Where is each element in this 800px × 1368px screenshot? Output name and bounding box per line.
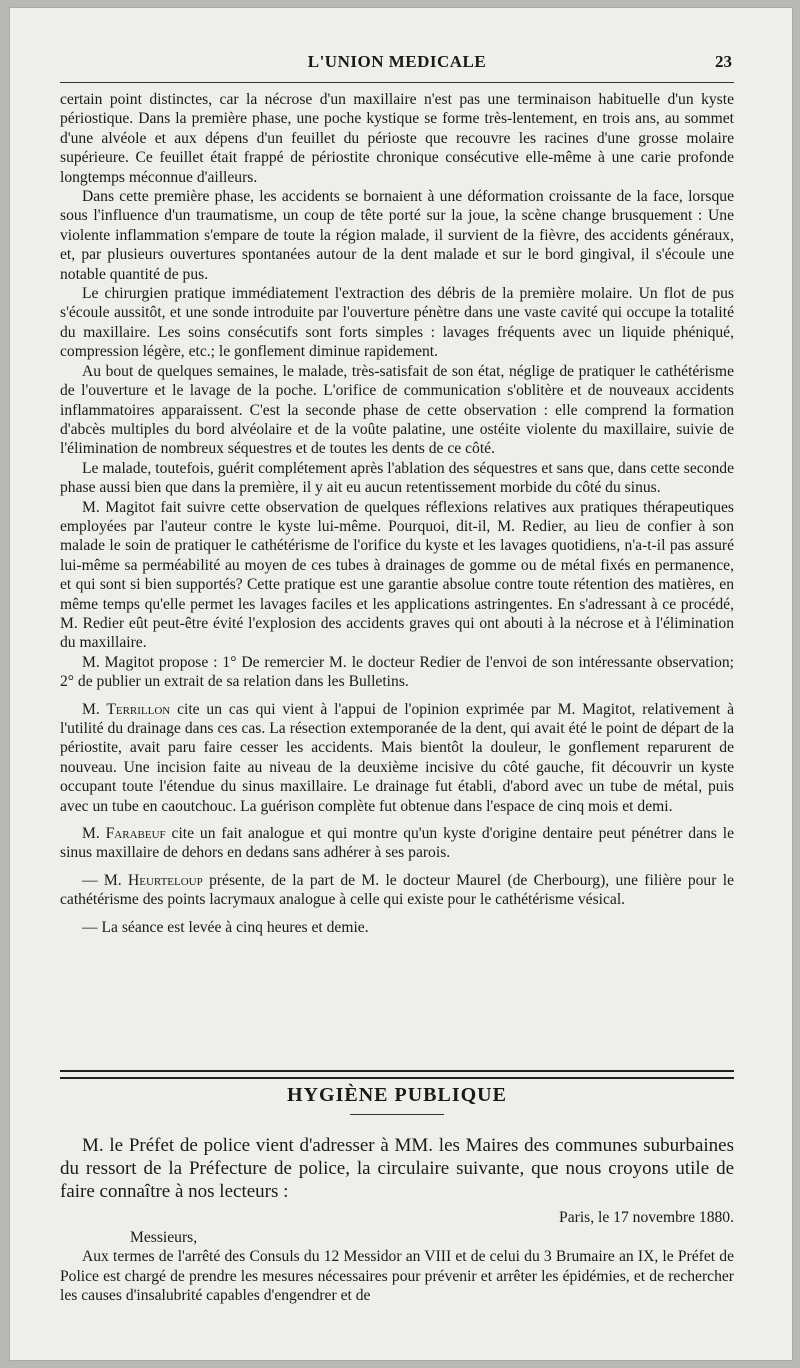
closing-line: — La séance est levée à cinq heures et demie. (82, 918, 369, 936)
speaker-name: M. Terrillon (82, 700, 171, 718)
speaker-text: cite un fait analogue et qui montre qu'un kyste d'origine dentaire peut pénétrer dans le sinus maxillaire de dehors en dedans sans adhérer à ses parois. (60, 825, 734, 862)
speaker-name: M. Farabeuf (82, 825, 166, 843)
paragraph: Au bout de quelques semaines, le malade, très-satisfait de son état, néglige de pratiquer le cathétérisme de l'ouverture et le lavage de la poche. L'orifice de communication s'oblitère et de nouveaux accidents inflammatoires apparaissent. C'est la seconde phase de cette observation : elle comprend la formation d'abcès multiples du bord alvéolaire et de la voûte palatine, une ostéite violente du maxillaire, suivie de l'élimination de nombreux séquestres et de toutes les dents de ce côté. (60, 362, 734, 458)
paragraph-heurteloup (60, 871, 734, 910)
paragraph: certain point distinctes, car la nécrose d'un maxillaire n'est pas une terminaison habituelle d'un kyste périostique. Dans la première phase, une poche kystique se forme très-lentement, en trois ans, au sommet d'une alvéole et aux dépens d'un feuillet du périoste que recouvre les racines d'une grosse molaire supérieure. Ce feuillet était frappé de périostite chronique consécutive elle-même à une carie profonde longtemps méconnue d'ailleurs. (60, 91, 734, 186)
speaker-text: cite un cas qui vient à l'appui de l'opinion exprimée par M. Magitot, relativement à l'utilité du drainage dans ces cas. La résection extemporanée de la dent, qui avait été le point de départ de la périostite, avait paru faire cesser les accidents. Mais bientôt la douleur, le gonflement reparurent de nouveau. Une incision faite au niveau de la deuxième incisive du côté gauche, fit découvrir un kyste occupant toute l'étendue du sinus maxillaire. Le drainage fut établi, d'abord avec un tube de métal, puis avec un tube en caoutchouc. La guérison complète fut obtenue dans l'espace de cinq mois et demi. (60, 700, 734, 815)
journal-title: L'UNION MEDICALE (307, 52, 487, 71)
page-number: 23 (715, 52, 732, 71)
article-body (60, 90, 734, 937)
paragraph: Le malade, toutefois, guérit complétement après l'ablation des séquestres et sans que, dans cette seconde phase aussi bien que dans la première, il y ait eu aucun retentissement morbide du côté du sinus. (60, 459, 734, 497)
speaker-text: présente, de la part de M. le docteur Maurel (de Cherbourg), une filière pour le cathétérisme des points lacrymaux analogue à celle qui existe pour le cathétérisme vésical. (60, 871, 734, 909)
header-rule (60, 82, 734, 83)
paragraph: Le chirurgien pratique immédiatement l'extraction des débris de la première molaire. Un flot de pus s'écoule aussitôt, et une sonde introduite par l'ouverture pénètre dans une vaste cavité qui occupe la totalité du maxillaire. Les soins consécutifs sont forts simples : lavages fréquents avec un liquide phéniqué, compression légère, etc.; le gonflement diminue rapidement. (60, 285, 734, 361)
newspaper-page (10, 8, 792, 1360)
letter-salutation: Messieurs, (130, 1228, 198, 1246)
letter-date: Paris, le 17 novembre 1880. (559, 1209, 734, 1226)
section-title-rule (350, 1114, 444, 1115)
paragraph: M. Magitot propose : 1° De remercier M. le docteur Redier de l'envoi de son intéressante observation; 2° de publier un extrait de sa relation dans les Bulletins. (60, 653, 734, 691)
paragraph-terrillon (60, 700, 734, 816)
speaker-name: — M. Heurteloup (82, 871, 203, 889)
paragraph-farabeuf (60, 824, 734, 863)
intro-paragraph: M. le Préfet de police vient d'adresser à MM. les Maires des communes suburbaines du ressort de la Préfecture de police, la circulaire suivante, que nous croyons utile de faire connaître à nos lecteurs : (60, 1135, 734, 1202)
section-title: HYGIÈNE PUBLIQUE (287, 1084, 507, 1106)
section-intro (60, 1134, 734, 1203)
circular-letter (60, 1208, 734, 1306)
paragraph: Dans cette première phase, les accidents se bornaient à une déformation croissante de la face, lorsque sous l'influence d'un traumatisme, un coup de tête porté sur la joue, la scène change brusquement : Une violente inflammation s'empare de toute la région malade, il survient de la fièvre, des accidents généraux, et, par plusieurs ouvertures spontanées autour de la dent malade et sur le bord gingival, il s'écoule une notable quantité de pus. (60, 188, 734, 283)
paragraph: M. Magitot fait suivre cette observation de quelques réflexions relatives aux pratiques thérapeutiques employées par l'auteur contre le kyste lui-même. Pourquoi, dit-il, M. Redier, au lieu de confier à son malade le soin de pratiquer le cathétérisme de l'orifice du kyste et les lavages quotidiens, n'a-t-il pas assuré lui-même sa perméabilité au moyen de ces tubes à drainages de gomme ou de métal fixés en permanence, et qui sont si bien supportés? Cette pratique est une garantie absolue contre toute rétention des matières, en même temps qu'elle permet les lavages faciles et les applications astringentes. En s'adressant à ce procédé, M. Redier eût peut-être évité l'explosion des accidents graves qui ont abouti à la nécrose et à l'élimination du maxillaire. (60, 498, 734, 652)
section-separator (60, 1070, 734, 1079)
running-header (62, 52, 732, 78)
letter-paragraph: Aux termes de l'arrêté des Consuls du 12 Messidor an VIII et de celui du 3 Brumaire an IX, le Préfet de Police est chargé de prendre les mesures nécessaires pour prévenir et arrêter les épidémies, et de rechercher les causes d'insalubrité capables d'engendrer et de (60, 1248, 734, 1305)
